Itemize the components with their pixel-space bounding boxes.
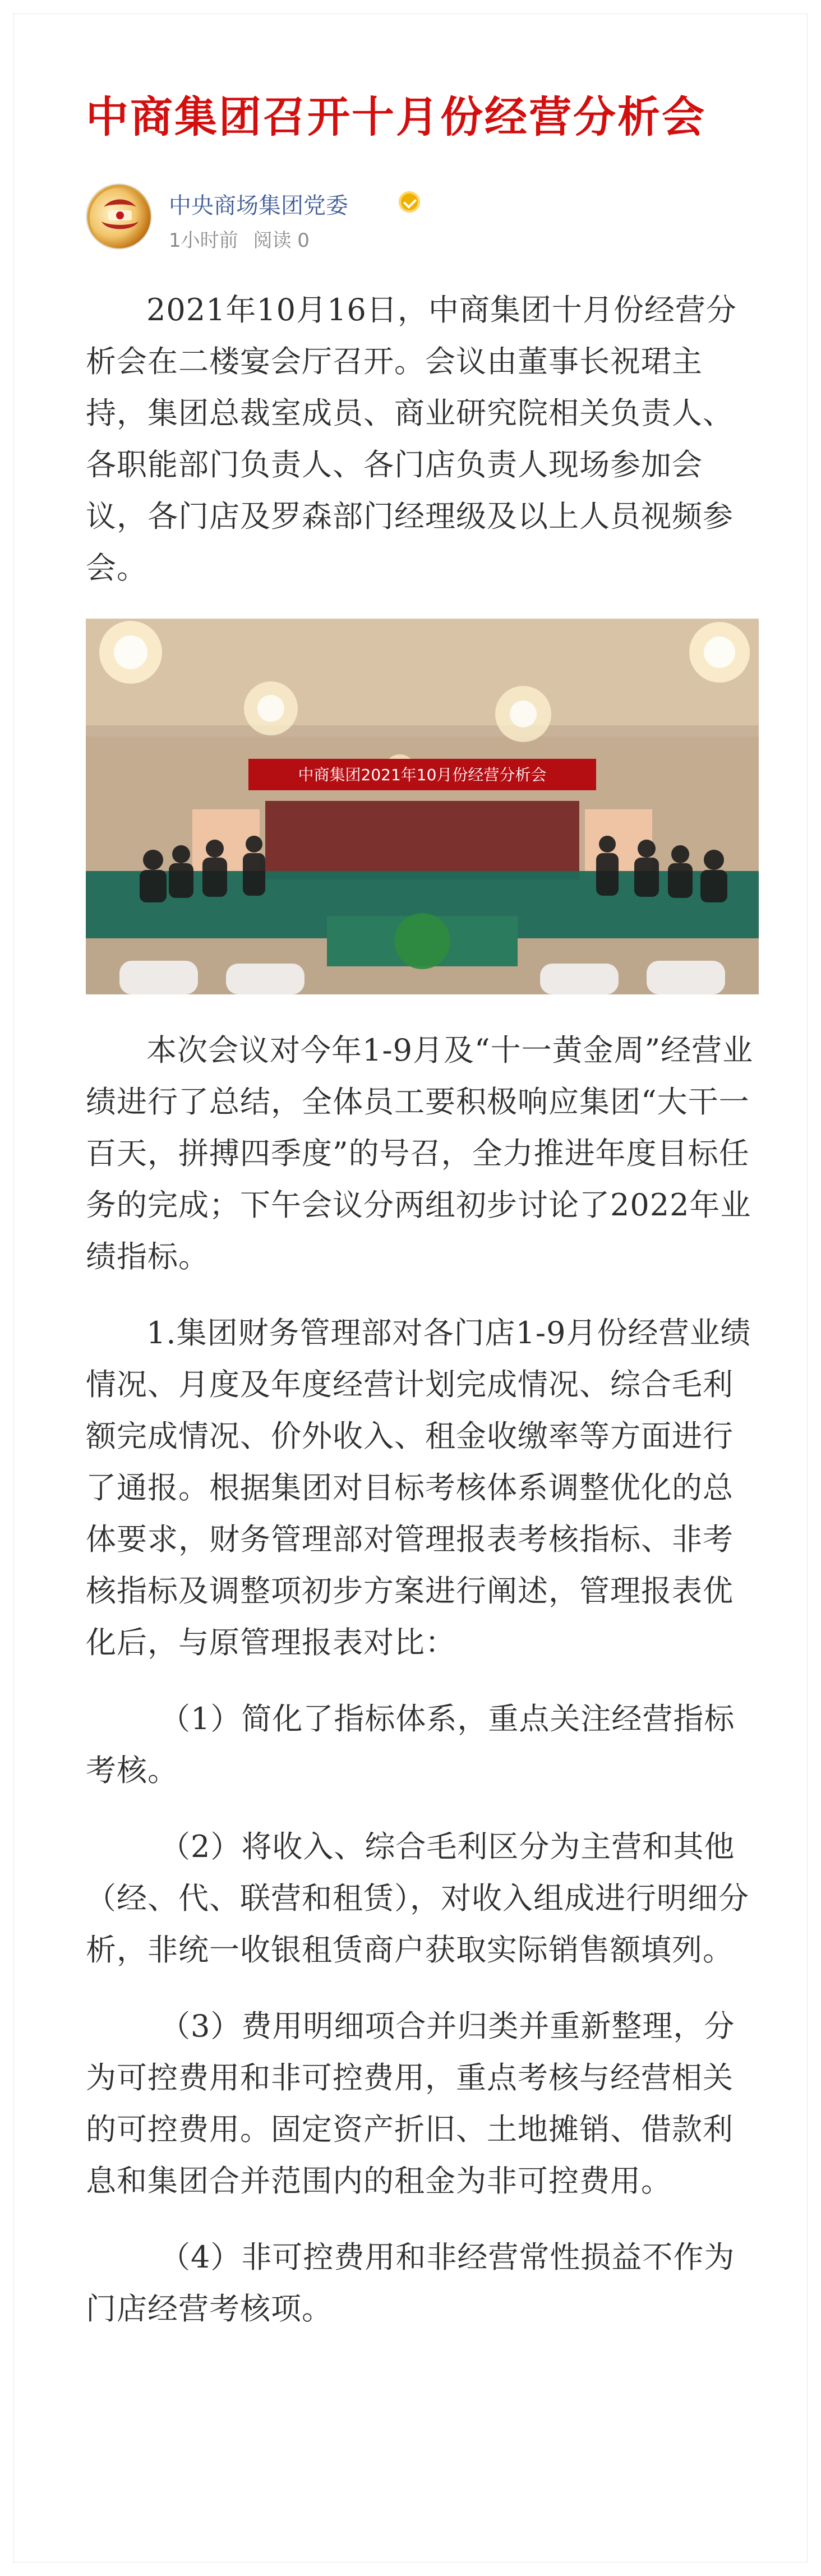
article-page (13, 13, 808, 2563)
verified-badge-icon (399, 191, 420, 213)
author-avatar[interactable] (86, 183, 152, 250)
paragraph-1: 2021年10月16日，中商集团十月份经营分析会在二楼宴会厅召开。会议由董事长祝珺主持，集团总裁室成员、商业研究院相关负责人、各职能部门负责人、各门店负责人现场参加会议，各门店及罗森部门经理级及以上人员视频参会。 (86, 292, 737, 586)
article-title: 中商集团召开十月份经营分析会 (86, 92, 706, 142)
author-name[interactable]: 中央商场集团党委 (169, 193, 348, 219)
article-content (86, 284, 759, 2360)
paragraph-3: 1.集团财务管理部对各门店1-9月份经营业绩情况、月度及年度经营计划完成情况、综合毛利额完成情况、价外收入、租金收缴率等方面进行了通报。根据集团对目标考核体系调整优化的总体要求，财务管理部对管理报表考核指标、非考核指标及调整项初步方案进行阐述，管理报表优化后，与原管理报表对比： (86, 1315, 751, 1660)
paragraph-2: 本次会议对今年1-9月及“十一黄金周”经营业绩进行了总结，全体员工要积极响应集团“大干一百天，拼搏四季度”的号召，全力推进年度目标任务的完成；下午会议分两组初步讨论了2022年业绩指标。 (86, 1033, 754, 1274)
avatar-emblem-icon (87, 185, 152, 250)
list-item-1: （1）简化了指标体系，重点关注经营指标考核。 (86, 1701, 735, 1788)
post-time: 1小时前 (169, 229, 238, 252)
list-item-4: （4）非可控费用和非经营常性损益不作为门店经营考核项。 (86, 2239, 735, 2326)
meeting-photo-illustration (86, 619, 759, 994)
list-item-2: （2）将收入、综合毛利区分为主营和其他（经、代、联营和租赁），对收入组成进行明细分析，非统一收银租赁商户获取实际销售额填列。 (86, 1829, 749, 1967)
list-item-3: （3）费用明细项合并归类并重新整理，分为可控费用和非可控费用，重点考核与经营相关的可控费用。固定资产折旧、土地摊销、借款利息和集团合并范围内的租金为非可控费用。 (86, 2008, 735, 2199)
read-count: 阅读 0 (253, 229, 310, 252)
post-meta (169, 225, 310, 252)
photo-banner-text: 中商集团2021年10月份经营分析会 (298, 766, 547, 784)
meeting-photo[interactable] (86, 619, 759, 994)
author-row[interactable] (86, 183, 591, 256)
